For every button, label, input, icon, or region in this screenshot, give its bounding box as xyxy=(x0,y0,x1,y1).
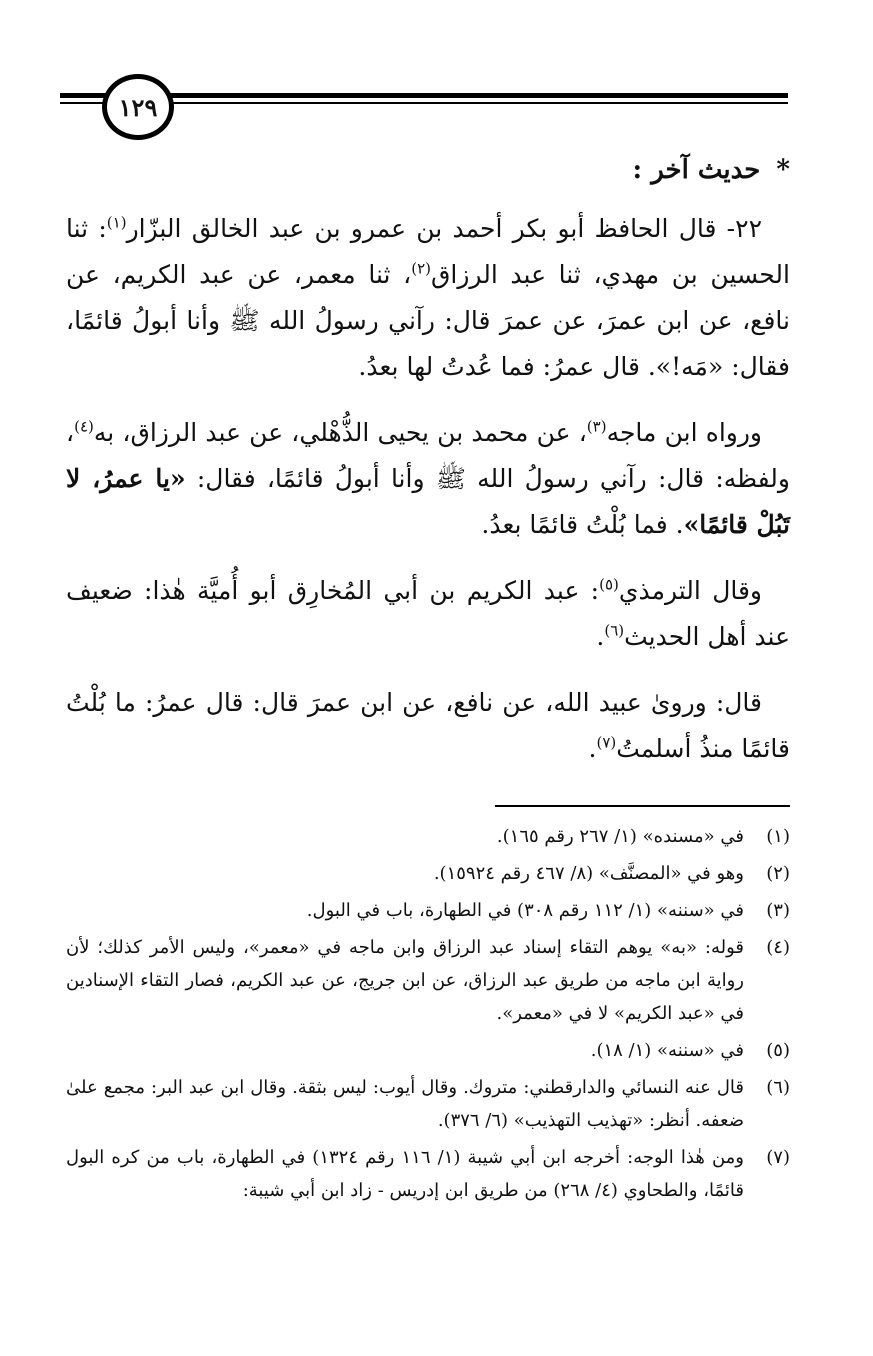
footnote-ref: (٥) xyxy=(599,575,619,594)
footnote-item xyxy=(66,894,790,927)
footnote-ref: (١) xyxy=(106,213,127,232)
footnote-number: (٦) xyxy=(766,1077,790,1098)
paragraph-text: ، عن محمد بن يحيى الذُّهْلي، عن عبد الرزاق، به xyxy=(93,418,587,447)
paragraph-text: ٢٢- قال الحافظ أبو بكر أحمد بن عمرو بن عبد الخالق البزّار xyxy=(126,214,762,243)
paragraph-text: : ثنا الحسين بن مهدي، ثنا عبد الرزاق xyxy=(66,214,791,289)
paragraph-text: . xyxy=(596,622,605,651)
paragraph-text: وقال الترمذي xyxy=(618,576,762,605)
footnote-ref: (٢) xyxy=(411,259,431,278)
footnote-number: (٥) xyxy=(766,1040,790,1061)
paragraph-text: ، ثنا معمر، عن عبد الكريم، عن نافع، عن ابن عمرَ، عن عمرَ قال: رآني رسولُ الله ﷺ وأنا أبولُ قائمًا، فقال: «مَه!». قال عمرُ: فما عُدتُ لها بعدُ. xyxy=(66,260,790,381)
footnote-text: وهو في «المصنَّف» (٨/ ٤٦٧ رقم ١٥٩٢٤). xyxy=(433,863,744,884)
page-number: ١٢٩ xyxy=(102,74,174,140)
paragraph-text: . فما بُلْتُ قائمًا بعدُ. xyxy=(481,510,684,539)
paragraph-text: قال: وروىٰ عبيد الله، عن نافع، عن ابن عمرَ قال: قال عمرُ: ما بُلْتُ قائمًا منذُ أسلمتُ xyxy=(66,688,790,763)
ibn-majah-paragraph xyxy=(66,410,790,548)
footnote-number: (٧) xyxy=(766,1147,790,1168)
section-heading xyxy=(66,148,790,192)
section-heading-text: حديث آخر : xyxy=(632,155,761,185)
footnote-ref: (٣) xyxy=(586,417,607,436)
footnote-text: ومن هٰذا الوجه: أخرجه ابن أبي شيبة (١/ ١١٦ رقم ١٣٢٤) في الطهارة، باب من كره البول قائمًا، والطحاوي (٤/ ٢٦٨) من طريق ابن إدريس - زاد ابن أبي شيبة: xyxy=(66,1147,744,1201)
footnote-text: في «سننه» (١/ ١٨). xyxy=(590,1040,744,1061)
main-text xyxy=(66,148,790,792)
hadith-paragraph-22 xyxy=(66,206,790,390)
footnote-text: قوله: «به» يوهم التقاء إسناد عبد الرزاق وابن ماجه في «معمر»، وليس الأمر كذلك؛ لأن رواية ابن ماجه من طريق عبد الرزاق، عن ابن جريج، عن عبد الكريم، فصار التقاء الإسنادين في «عبد الكريم» لا في «معمر». xyxy=(66,937,744,1024)
footnote-text: قال عنه النسائي والدارقطني: متروك. وقال أيوب: ليس بثقة. وقال ابن عبد البر: مجمع علىٰ ضعفه. أنظر: «تهذيب التهذيب» (٦/ ٣٧٦). xyxy=(66,1077,744,1131)
footnotes xyxy=(66,820,790,1211)
footnote-number: (٣) xyxy=(766,900,790,921)
footnote-item xyxy=(66,931,790,1030)
footnote-separator xyxy=(495,805,790,807)
tirmidhi-paragraph xyxy=(66,568,790,660)
paragraph-text: ، ولفظه: قال: رآني رسولُ الله ﷺ وأنا أبولُ قائمًا، فقال: xyxy=(66,418,790,493)
paragraph-text: ورواه ابن ماجه xyxy=(606,418,762,447)
footnote-item xyxy=(66,857,790,890)
hadith-quote: «يا عمرُ، لا تَبُلْ قائمًا» xyxy=(66,464,790,539)
footnote-number: (٢) xyxy=(766,863,790,884)
footnote-ref: (٤) xyxy=(74,417,94,436)
footnote-text: في «مسنده» (١/ ٢٦٧ رقم ١٦٥). xyxy=(496,826,744,847)
ubaidullah-paragraph xyxy=(66,680,790,772)
star-icon: * xyxy=(776,155,790,185)
footnote-ref: (٦) xyxy=(604,621,625,640)
paragraph-text: . xyxy=(588,734,597,763)
footnote-text: في «سننه» (١/ ١١٢ رقم ٣٠٨) في الطهارة، باب في البول. xyxy=(306,900,744,921)
paragraph-text: : عبد الكريم بن أبي المُخارِق أبو أُميَّة هٰذا: ضعيف عند أهل الحديث xyxy=(66,576,790,651)
footnote-item xyxy=(66,1141,790,1207)
footnote-number: (٤) xyxy=(766,937,790,958)
footnote-number: (١) xyxy=(766,826,790,847)
footnote-item xyxy=(66,1034,790,1067)
footnote-item xyxy=(66,820,790,853)
page-header xyxy=(60,72,788,132)
footnote-item xyxy=(66,1071,790,1137)
footnote-ref: (٧) xyxy=(596,733,617,752)
